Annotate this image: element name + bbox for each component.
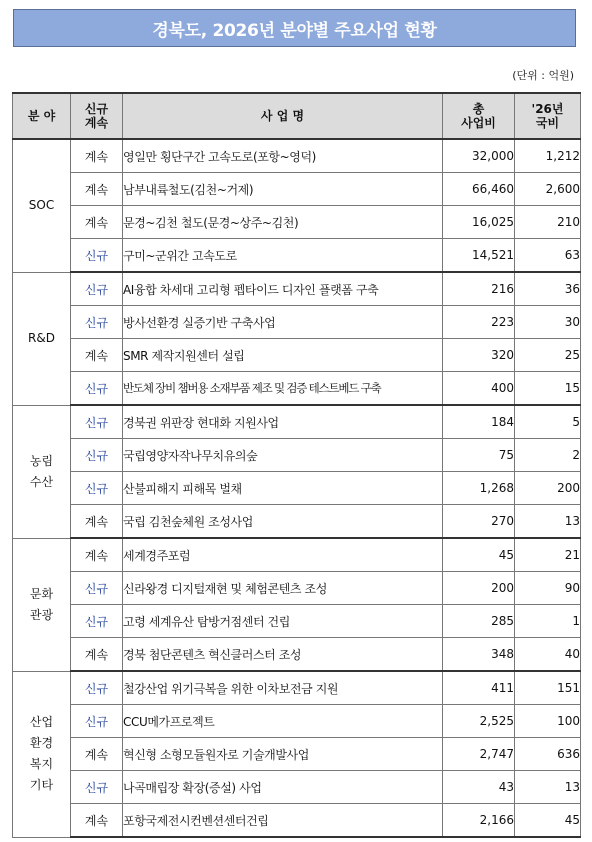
table-header-row [13,93,581,139]
project-type: 신규 [71,405,123,439]
table-row [13,638,581,672]
total-cost: 223 [443,306,515,339]
total-cost: 2,525 [443,705,515,738]
national-budget: 36 [515,272,581,306]
total-cost: 2,166 [443,804,515,838]
project-name: 경북 첨단콘텐츠 혁신클러스터 조성 [123,638,443,672]
table-row [13,405,581,439]
national-budget: 15 [515,372,581,406]
table-body [13,139,581,837]
national-budget: 21 [515,538,581,572]
total-cost: 270 [443,505,515,539]
national-budget: 25 [515,339,581,372]
total-cost: 1,268 [443,472,515,505]
national-budget: 40 [515,638,581,672]
total-cost: 32,000 [443,139,515,173]
project-type: 계속 [71,505,123,539]
table-row [13,206,581,239]
table-row [13,372,581,406]
national-budget: 2,600 [515,173,581,206]
field-category-line: 수산 [29,474,54,489]
national-budget: 100 [515,705,581,738]
field-category [13,272,71,405]
table-row [13,738,581,771]
project-type: 신규 [71,671,123,705]
project-type: 계속 [71,538,123,572]
project-type: 신규 [71,605,123,638]
total-cost: 411 [443,671,515,705]
field-category-line: 복지 [29,757,54,771]
project-name: 경북권 위판장 현대화 지원사업 [123,405,443,439]
project-name: 고령 세계유산 탐방거점센터 건립 [123,605,443,638]
national-budget: 63 [515,239,581,273]
national-budget: 151 [515,671,581,705]
table-row [13,572,581,605]
field-category-line: 산업 [29,715,54,729]
national-budget: 210 [515,206,581,239]
table-row [13,605,581,638]
project-type: 신규 [71,239,123,273]
project-type: 신규 [71,771,123,804]
table-row [13,472,581,505]
national-budget: 13 [515,771,581,804]
title-banner [13,9,576,47]
national-budget: 5 [515,405,581,439]
project-name: 영일만 횡단구간 고속도로(포항~영덕) [123,139,443,173]
national-budget: 30 [515,306,581,339]
table-row [13,439,581,472]
header-total: 총 사업비 [443,93,515,139]
table-row [13,139,581,173]
project-name: 혁신형 소형모듈원자로 기술개발사업 [123,738,443,771]
page-title: 경북도, 2026년 분야별 주요사업 현황 [152,20,437,41]
project-name: 반도체 장비 챔버용 소재부품 제조 및 검증 테스트베드 구축 [123,372,443,406]
project-name: 남부내륙철도(김천~거제) [123,173,443,206]
national-budget: 13 [515,505,581,539]
total-cost: 184 [443,405,515,439]
national-budget: 1 [515,605,581,638]
national-budget: 45 [515,804,581,838]
total-cost: 400 [443,372,515,406]
table-row [13,272,581,306]
header-type: 신규 계속 [71,93,123,139]
field-category-line: R&D [28,331,55,345]
project-type: 계속 [71,173,123,206]
total-cost: 216 [443,272,515,306]
total-cost: 320 [443,339,515,372]
project-type: 신규 [71,705,123,738]
project-type: 계속 [71,804,123,838]
table-row [13,173,581,206]
table-row [13,505,581,539]
total-cost: 43 [443,771,515,804]
table-row [13,705,581,738]
table-row [13,538,581,572]
project-name: 신라왕경 디지털재현 및 체험콘텐츠 조성 [123,572,443,605]
project-name: 철강산업 위기극복을 위한 이차보전금 지원 [123,671,443,705]
project-name: 국립영양자작나무치유의숲 [123,439,443,472]
field-category [13,671,71,837]
project-type: 신규 [71,472,123,505]
table-row [13,671,581,705]
field-category [13,405,71,538]
table-row [13,804,581,838]
national-budget: 90 [515,572,581,605]
project-type: 계속 [71,339,123,372]
project-name: 국립 김천숲체원 조성사업 [123,505,443,539]
table-row [13,306,581,339]
project-type: 신규 [71,372,123,406]
field-category-line: 문화 [29,586,54,601]
project-name: 산불피해지 피해목 벌채 [123,472,443,505]
project-table [12,92,581,838]
project-name: 방사선환경 실증기반 구축사업 [123,306,443,339]
national-budget: 200 [515,472,581,505]
project-type: 신규 [71,572,123,605]
national-budget: 1,212 [515,139,581,173]
project-type: 계속 [71,139,123,173]
table-row [13,771,581,804]
total-cost: 285 [443,605,515,638]
project-name: AI융합 차세대 고리형 펩타이드 디자인 플랫폼 구축 [123,272,443,306]
header-field: 분 야 [13,93,71,139]
project-type: 계속 [71,206,123,239]
total-cost: 16,025 [443,206,515,239]
total-cost: 75 [443,439,515,472]
project-type: 계속 [71,638,123,672]
field-category-line: 환경 [29,736,54,750]
project-type: 신규 [71,439,123,472]
table-row [13,239,581,273]
total-cost: 66,460 [443,173,515,206]
total-cost: 14,521 [443,239,515,273]
table-row [13,339,581,372]
project-type: 신규 [71,306,123,339]
project-name: 문경~김천 철도(문경~상주~김천) [123,206,443,239]
total-cost: 348 [443,638,515,672]
field-category-line: SOC [28,198,55,213]
field-category [13,139,71,272]
project-name: 포항국제전시컨벤션센터건립 [123,804,443,838]
field-category-line: 농림 [29,453,54,468]
field-category-line: 관광 [29,607,54,622]
national-budget: 636 [515,738,581,771]
header-project: 사 업 명 [123,93,443,139]
project-name: SMR 제작지원센터 설립 [123,339,443,372]
project-type: 신규 [71,272,123,306]
total-cost: 2,747 [443,738,515,771]
national-budget: 2 [515,439,581,472]
project-name: 세계경주포럼 [123,538,443,572]
total-cost: 45 [443,538,515,572]
project-type: 계속 [71,738,123,771]
project-name: 나곡매립장 확장(증설) 사업 [123,771,443,804]
field-category [13,538,71,671]
total-cost: 200 [443,572,515,605]
project-name: 구미~군위간 고속도로 [123,239,443,273]
field-category-line: 기타 [29,778,54,792]
unit-note: (단위 : 억원) [512,69,574,82]
project-name: CCU메가프로젝트 [123,705,443,738]
header-national: '26년 국비 [515,93,581,139]
